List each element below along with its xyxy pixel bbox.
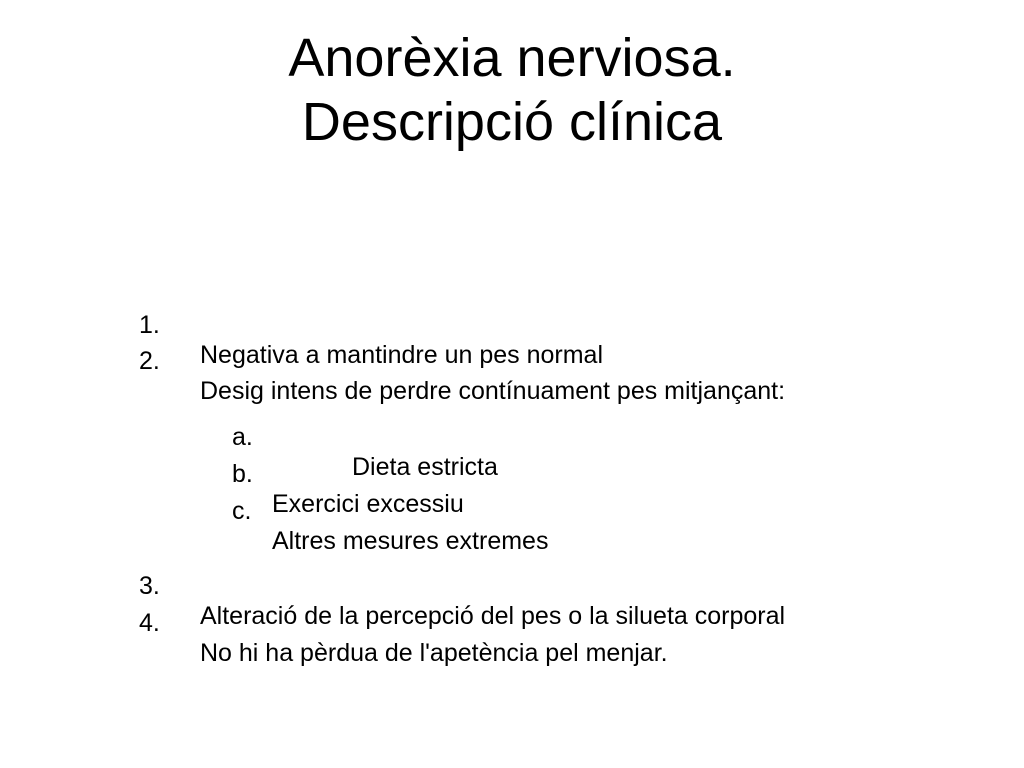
list-item-text: Desig intens de perdre contínuament pes mitjançant: [200,377,786,405]
sub-list-item-marker: b. [232,460,253,488]
list-item-marker: 2. [139,347,160,375]
title-line-1: Anorèxia nerviosa. [288,28,736,88]
list-item-text: Negativa a mantindre un pes normal [200,341,604,369]
sub-list-item-text: Dieta estricta [352,453,498,481]
sub-list-item-text: Exercici excessiu [272,490,464,518]
list-item-marker: 1. [139,311,160,339]
title-line-2: Descripció clínica [301,92,723,152]
slide-title [0,26,1024,154]
list-item-text: Alteració de la percepció del pes o la silueta corporal [200,602,786,630]
sub-list-item-text: Altres mesures extremes [272,527,549,555]
list-item-text: No hi ha pèrdua de l'apetència pel menjar. [200,639,668,667]
sub-list-item-marker: a. [232,423,253,451]
list-item-4 [0,578,1024,698]
sub-list-item-marker: c. [232,497,252,525]
list-item-marker: 3. [139,572,160,600]
list-item-marker: 4. [139,609,160,637]
